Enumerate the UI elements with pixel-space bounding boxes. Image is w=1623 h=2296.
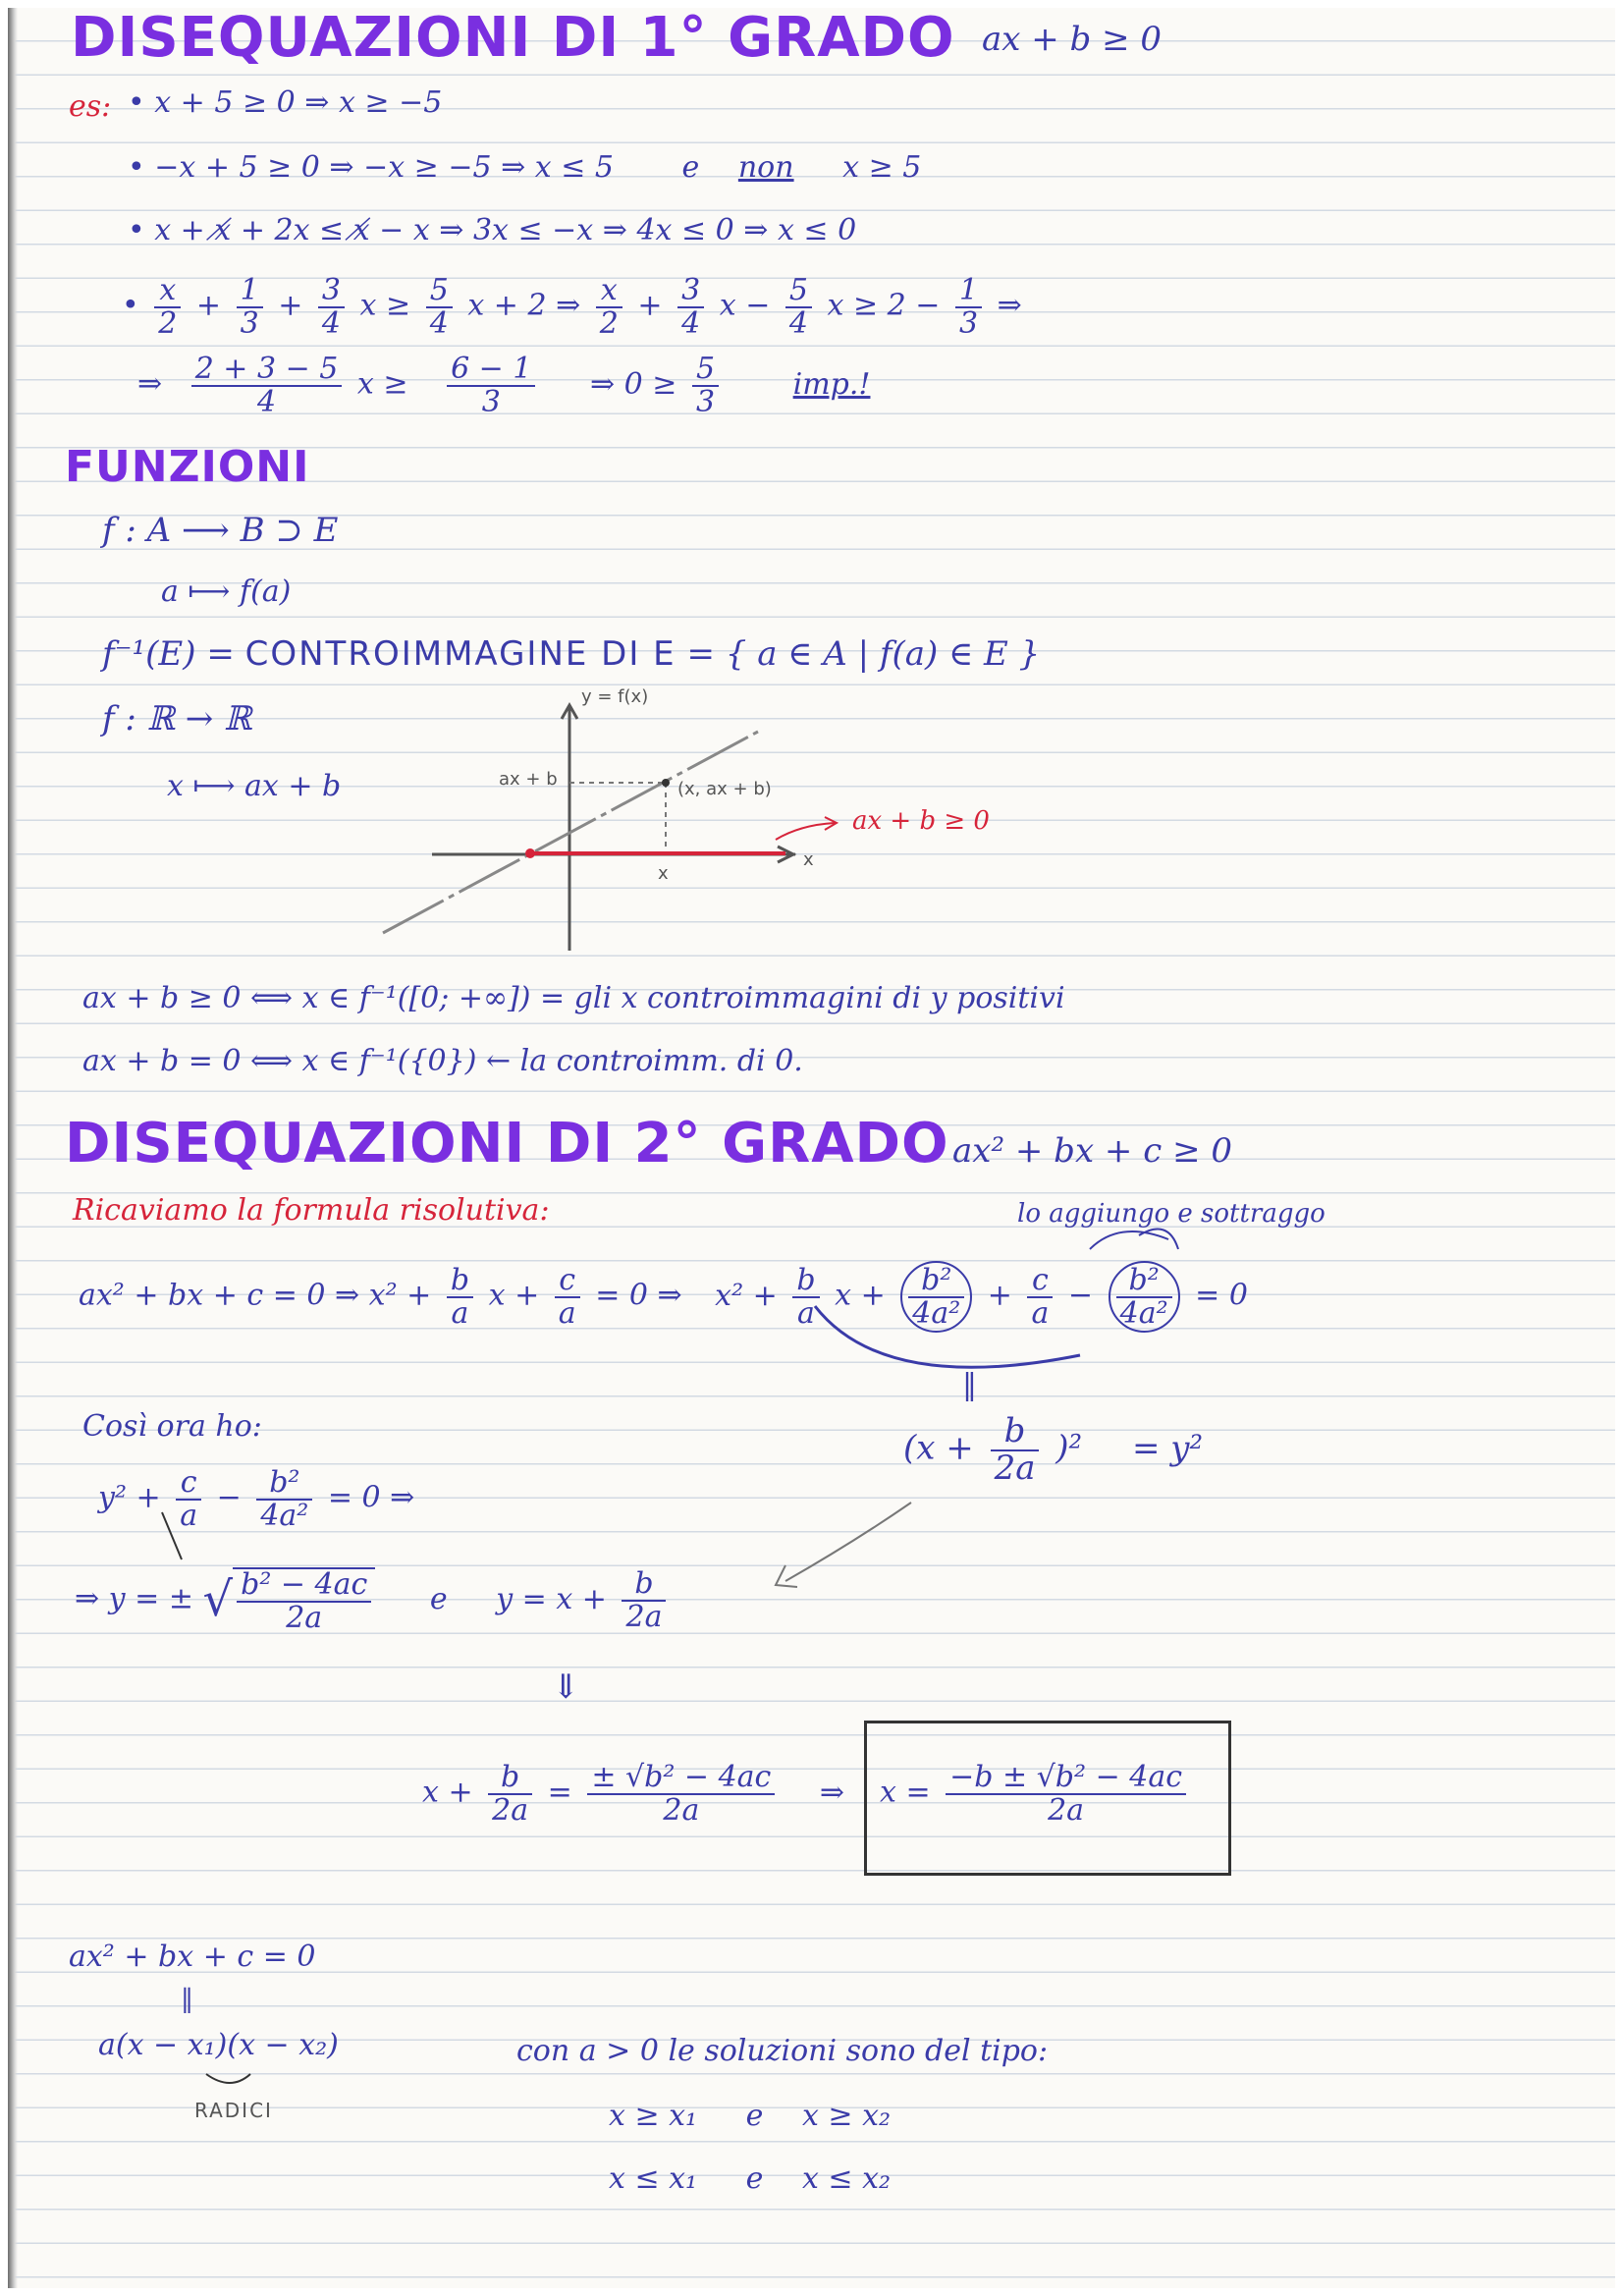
factored-form: a(x − x₁)(x − x₂) (98, 2028, 339, 2062)
linear-function-map: x ⟼ ax + b (167, 769, 342, 803)
graph-y-tick-label: ax + b (499, 769, 558, 790)
graph-x-axis-label: x (803, 849, 814, 870)
radici-label: RADICI (194, 2099, 273, 2122)
preimage-rule-inequality: ax + b ≥ 0 ⟺ x ∈ f⁻¹([0; +∞]) = gli x controimmagini di y positivi (82, 981, 1065, 1015)
examples-label: es: (69, 89, 112, 124)
preimage-definition: f⁻¹(E) = CONTROIMMAGINE DI E = { a ∈ A | f(a) ∈ E } (102, 634, 1041, 674)
quadratic-inequality-form: ax² + bx + c ≥ 0 (952, 1131, 1232, 1171)
completing-square-equation: ax² + bx + c = 0 ⇒ x² + $\frac{b}{a}$ x + $\frac{c}{a}$ = 0 ⇒ x² + $\frac{b}{a}$ x + $\frac{\text{b²}}{\text{4a²}}$ + $\frac{c}{a}$ − $\frac{\text{b²}}{\text{4a²}}$ = 0 (79, 1261, 1248, 1333)
graph-point-label: (x, ax + b) (677, 779, 772, 799)
linear-inequality-form: ax + b ≥ 0 (982, 20, 1163, 59)
example-1: • x + 5 ≥ 0 ⇒ x ≥ −5 (128, 85, 443, 120)
quadratic-formula-subtitle: Ricaviamo la formula risolutiva: (73, 1193, 550, 1228)
example-5: ⇒ $\frac{2 + 3 - 5}{4}$ x ≥ $\frac{6 - 1}{3}$ ⇒ 0 ≥ $\frac{5}{3}$ imp.! (137, 352, 871, 419)
preimage-rule-equation: ax + b = 0 ⟺ x ∈ f⁻¹({0}) ← la controimm. di 0. (82, 1044, 803, 1078)
function-map-element: a ⟼ f(a) (161, 574, 292, 609)
graph-x-tick-label: x (658, 863, 669, 884)
heading-disequazioni-2-grado: DISEQUAZIONI DI 2° GRADO (65, 1112, 949, 1175)
example-3: • x + 𝑥̸ + 2x ≤ 𝑥̸ − x ⇒ 3x ≤ −x ⇒ 4x ≤ 0 ⇒ x ≤ 0 (128, 213, 857, 247)
real-function: f : ℝ → ℝ (102, 699, 252, 738)
quadratic-equation: ax² + bx + c = 0 (69, 1940, 316, 1974)
equals-mark-2: ‖ (181, 1985, 193, 2014)
example-2: • −x + 5 ≥ 0 ⇒ −x ≥ −5 ⇒ x ≤ 5 e non x ≥ 5 (128, 150, 922, 185)
radici-brace (206, 2074, 250, 2083)
implies-down-arrow: ⇓ (552, 1667, 580, 1707)
cosi-ora-ho: Così ora ho: (82, 1409, 262, 1444)
graph-region-label: ax + b ≥ 0 (852, 806, 990, 836)
heading-disequazioni-1-grado: DISEQUAZIONI DI 1° GRADO (71, 6, 955, 70)
graph-y-axis-label: y = f(x) (581, 686, 649, 707)
solutions-text: con a > 0 le soluzioni sono del tipo: (516, 2034, 1049, 2068)
solution-set-greater: x ≥ x₁ e x ≥ x₂ (609, 2099, 892, 2133)
square-expression: (x + $\frac{b}{2a}$ )² = y² (903, 1411, 1204, 1488)
y-equation: y² + $\frac{c}{a}$ − $\frac{\text{b²}}{\text{4a²}}$ = 0 ⇒ (98, 1465, 415, 1533)
x-solution-derivation: x + $\frac{b}{2a}$ = $\frac{\text{± √b² − 4ac}}{2a}$ ⇒ (422, 1760, 845, 1828)
y-solution: ⇒ y = ± √ $\frac{\text{b² − 4ac}}{2a}$ e y = x + $\frac{b}{2a}$ (75, 1567, 672, 1633)
equals-mark-1: ‖ (962, 1368, 977, 1402)
example-4: • $\frac{x}{2}$ + $\frac{1}{3}$ + $\frac{3}{4}$ x ≥ $\frac{5}{4}$ x + 2 ⇒ $\frac{x}{2}$ + $\frac{3}{4}$ x − $\frac{5}{4}$ x ≥ 2 − $\frac{1}{3}$ ⇒ (122, 273, 1022, 341)
quadratic-formula: x = $\frac{\text{−b ± √b² − 4ac}}{2a}$ (880, 1762, 1192, 1826)
add-subtract-note: lo aggiungo e sottraggo (1017, 1199, 1325, 1229)
function-map-a-b: f : A ⟶ B ⊃ E (102, 511, 339, 550)
solution-set-less: x ≤ x₁ e x ≤ x₂ (609, 2161, 892, 2196)
heading-funzioni: FUNZIONI (65, 442, 310, 492)
